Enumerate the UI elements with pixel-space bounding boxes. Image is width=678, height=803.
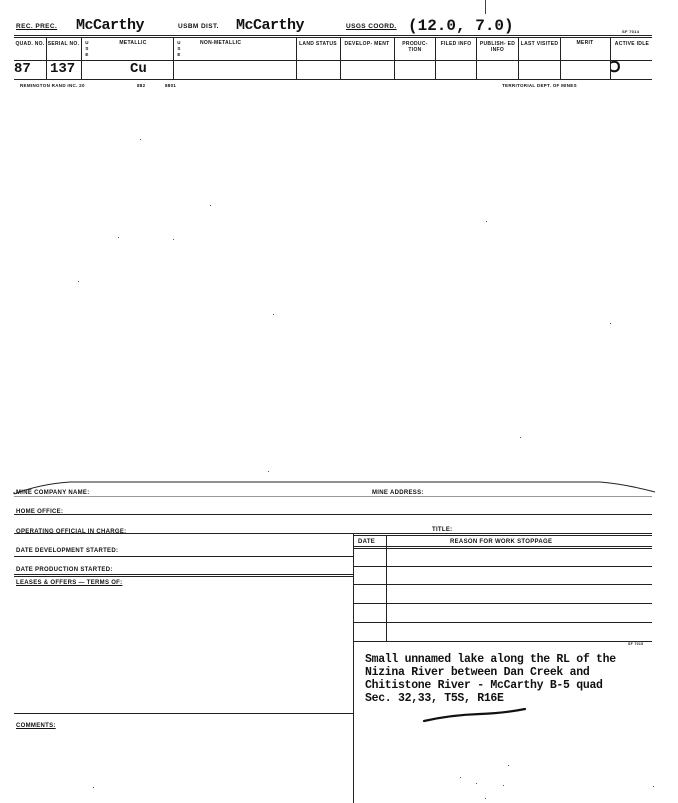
mine-address-label: MINE ADDRESS:: [372, 490, 424, 496]
col-non-metallic: NON-METALLIC: [200, 40, 242, 46]
col-land-status: LAND STATUS: [299, 41, 337, 47]
col-active-idle: ACTIVE IDLE: [614, 41, 650, 47]
top-rule-1b: [14, 37, 652, 38]
home-office-label: HOME OFFICE:: [16, 509, 64, 515]
col-div-7: [435, 37, 436, 79]
col-last-visited: LAST VISITED: [520, 41, 559, 47]
rule-development: [14, 556, 353, 557]
stoppage-table-top: [353, 535, 652, 536]
serial-no-value: 137: [50, 61, 76, 77]
typed-note-line-4: Sec. 32,33, T5S, R16E: [365, 692, 504, 705]
usgs-coord-value: (12.0, 7.0): [408, 17, 514, 35]
usbm-dist-label: USBM DIST.: [178, 23, 219, 30]
col-div-2: [81, 37, 82, 79]
stoppage-table-header-bottom: [353, 546, 652, 547]
col-div-10: [560, 37, 561, 79]
bottom-center-divider: [353, 533, 354, 803]
bottom-form-number: SF 7015: [628, 642, 644, 646]
quad-no-value: 87: [14, 61, 31, 77]
rule-comments: [14, 713, 353, 714]
handwritten-underline-mark: [420, 705, 530, 729]
col-filed-info: FILED INFO: [440, 41, 472, 47]
stoppage-date-divider: [386, 535, 387, 642]
title-label: TITLE:: [432, 527, 453, 533]
usgs-coord-label: USGS COORD.: [346, 23, 397, 30]
comments-label: COMMENTS:: [16, 723, 56, 729]
footer-code-1: 882: [137, 83, 146, 88]
col-production: PRODUC- TION: [402, 41, 428, 53]
stoppage-date-header: DATE: [358, 539, 376, 545]
top-tick: [485, 0, 486, 14]
stoppage-row-1: [353, 566, 652, 567]
rule-production-2: [14, 576, 353, 577]
col-published-info: PUBLISH- ED INFO: [479, 41, 516, 53]
date-development-label: DATE DEVELOPMENT STARTED:: [16, 548, 119, 554]
col-merit: MERIT: [576, 40, 594, 46]
footer-maker: REMINGTON RAND INC. 20: [20, 83, 85, 88]
col-quad-no: QUAD. NO.: [15, 41, 45, 47]
col-div-8: [476, 37, 477, 79]
col-metallic: METALLIC: [119, 40, 147, 46]
rule-home-office: [14, 514, 652, 515]
col-div-5: [340, 37, 341, 79]
col-div-3: [173, 37, 174, 79]
col-use-metallic: U S E: [85, 40, 89, 57]
mine-company-name-label: MINE COMPANY NAME:: [16, 490, 90, 496]
stoppage-row-4: [353, 622, 652, 623]
date-production-label: DATE PRODUCTION STARTED:: [16, 567, 113, 573]
rule-production: [14, 574, 353, 575]
footer-code-2: 8801: [165, 83, 177, 88]
top-form-number: SF 7014: [622, 29, 640, 34]
usbm-dist-value: McCarthy: [236, 17, 305, 34]
col-use-nonmetallic: U S E: [177, 40, 181, 57]
rec-prec-label: REC. PREC.: [16, 23, 58, 30]
col-div-4: [296, 37, 297, 79]
col-div-6: [394, 37, 395, 79]
footer-dept: TERRITORIAL DEPT. OF MINES: [502, 83, 577, 88]
rec-prec-value: McCarthy: [76, 17, 145, 34]
stoppage-table-header-bottom-2: [353, 548, 652, 549]
operating-official-label: OPERATING OFFICIAL IN CHARGE:: [16, 529, 127, 535]
stoppage-row-3: [353, 603, 652, 604]
top-rule-2: [14, 60, 652, 61]
leases-label: LEASES & OFFERS — TERMS OF:: [16, 580, 123, 586]
bottom-rule-top: [14, 496, 652, 497]
col-div-9: [518, 37, 519, 79]
typed-note-line-1: Small unnamed lake along the RL of the: [365, 653, 616, 666]
metallic-value: Cu: [130, 61, 147, 77]
typed-note-line-3: Chitistone River - McCarthy B-5 quad: [365, 679, 603, 692]
col-serial-no: SERIAL NO.: [47, 41, 80, 47]
typed-note-line-2: Nizina River between Dan Creek and: [365, 666, 590, 679]
col-development: DEVELOP- MENT: [344, 41, 390, 47]
stoppage-row-2: [353, 584, 652, 585]
stoppage-reason-header: REASON FOR WORK STOPPAGE: [450, 539, 553, 545]
active-idle-mark: Ↄ: [610, 60, 621, 77]
top-rule-1: [14, 35, 652, 36]
top-rule-3: [14, 79, 652, 80]
stoppage-row-5: [353, 641, 652, 642]
